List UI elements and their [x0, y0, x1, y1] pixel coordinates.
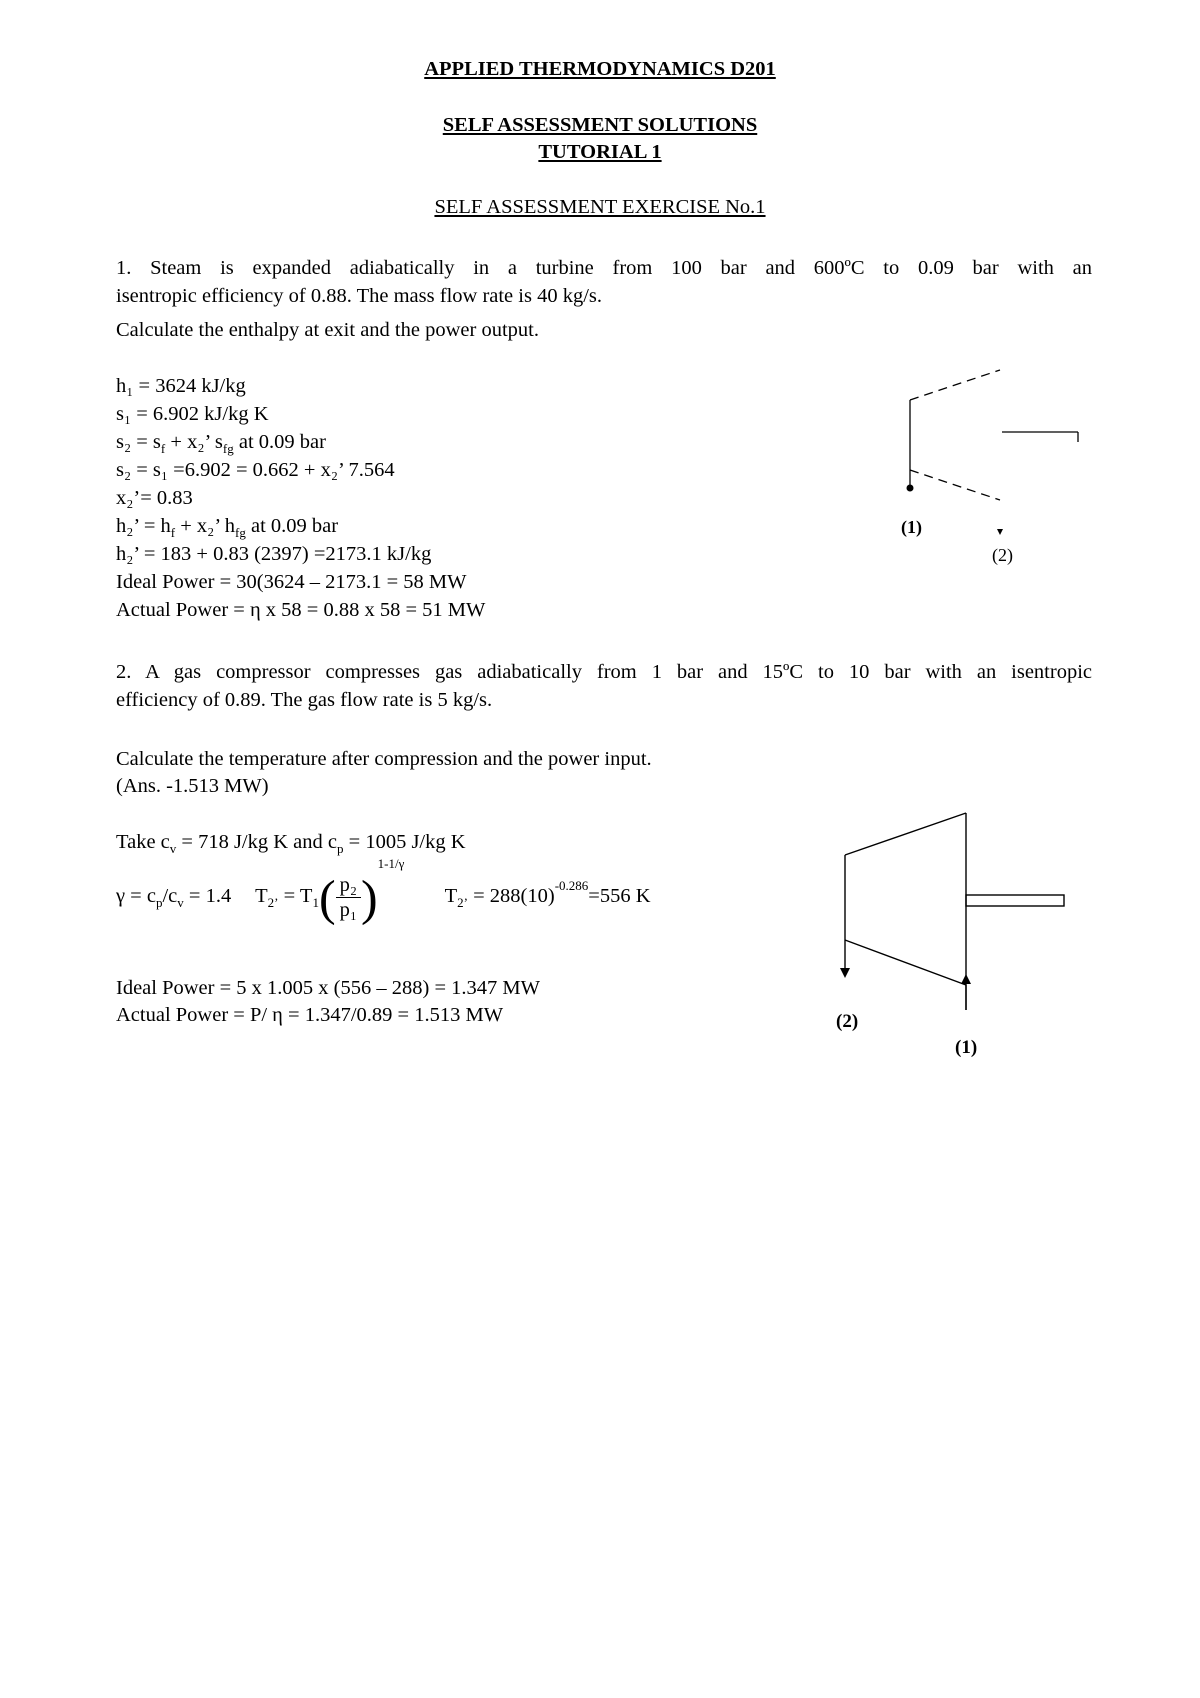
- q1-s1: s₁ = 6.902 kJ/kg K: [116, 403, 269, 425]
- page-title: APPLIED THERMODYNAMICS D201: [424, 58, 776, 80]
- q2-actual-power: Actual Power = P/ η = 1.347/0.89 = 1.513 MW: [116, 1004, 504, 1026]
- q1-statement: [116, 254, 1092, 310]
- q1-task: Calculate the enthalpy at exit and the power output.: [116, 319, 539, 341]
- q1-ideal-power: Ideal Power = 30(3624 – 2173.1 = 58 MW: [116, 571, 467, 593]
- q2-statement: [116, 658, 1092, 714]
- q1-statement-line: 1. Steam is expanded adiabatically in a turbine from 100 bar and 600ºC to 0.09 bar with an: [116, 257, 1092, 279]
- turbine-outlet-label: (2): [992, 545, 1013, 565]
- q2-temperature-equation: $\gamma = c_p/c_v = 1.4$ $T_{2’} = T_1$( $\frac{\text{p₂}}{\text{p₁}}$ )$^{1-1/\gamma}$ $T_{2’} = 288(10)^{-0.286}=556$ K: [116, 856, 651, 926]
- compressor-inlet-label: (1): [955, 1037, 978, 1058]
- page-subtitle: SELF ASSESSMENT SOLUTIONS: [442, 114, 758, 136]
- compressor-outlet-label: (2): [836, 1011, 859, 1032]
- q2-statement-line: efficiency of 0.89. The gas flow rate is 5 kg/s.: [116, 689, 493, 711]
- q2-ideal-power: Ideal Power = 5 x 1.005 x (556 – 288) = 1.347 MW: [116, 977, 540, 999]
- q1-actual-power: Actual Power = η x 58 = 0.88 x 58 = 51 MW: [116, 599, 486, 621]
- q2-task: Calculate the temperature after compression and the power input.: [116, 748, 652, 770]
- exercise-heading: SELF ASSESSMENT EXERCISE No.1: [434, 196, 766, 218]
- q1-s2-calc: s₂ = s₁ =6.902 = 0.662 + x₂’ 7.564: [116, 459, 395, 481]
- q2-statement-line: 2. A gas compressor compresses gas adiabatically from 1 bar and 15ºC to 10 bar with an isentropic: [116, 661, 1092, 683]
- pressure-ratio: $\frac{\text{p₂}}{\text{p₁}}$: [336, 873, 361, 922]
- q1-x2: x₂’= 0.83: [116, 487, 193, 509]
- q1-s2-equation: $s_2 = s_f + x_2$’ $s_{fg}$ at 0.09 bar: [116, 431, 326, 457]
- tutorial-heading: TUTORIAL 1: [538, 141, 662, 163]
- q2-specific-heats: Take $c_v = 718$ J/kg K and $c_p = 1005$ J/kg K: [116, 831, 466, 857]
- q1-h2-calc: h₂’ = 183 + 0.83 (2397) =2173.1 kJ/kg: [116, 543, 432, 565]
- q1-h1: h₁ = 3624 kJ/kg: [116, 375, 246, 397]
- turbine-inlet-label: (1): [901, 517, 922, 537]
- q1-statement-line: isentropic efficiency of 0.88. The mass flow rate is 40 kg/s.: [116, 285, 603, 307]
- q2-answer: (Ans. -1.513 MW): [116, 775, 269, 797]
- q1-h2-equation: h₂’ = $h_f + x_2$’ $h_{fg}$ at 0.09 bar: [116, 515, 339, 541]
